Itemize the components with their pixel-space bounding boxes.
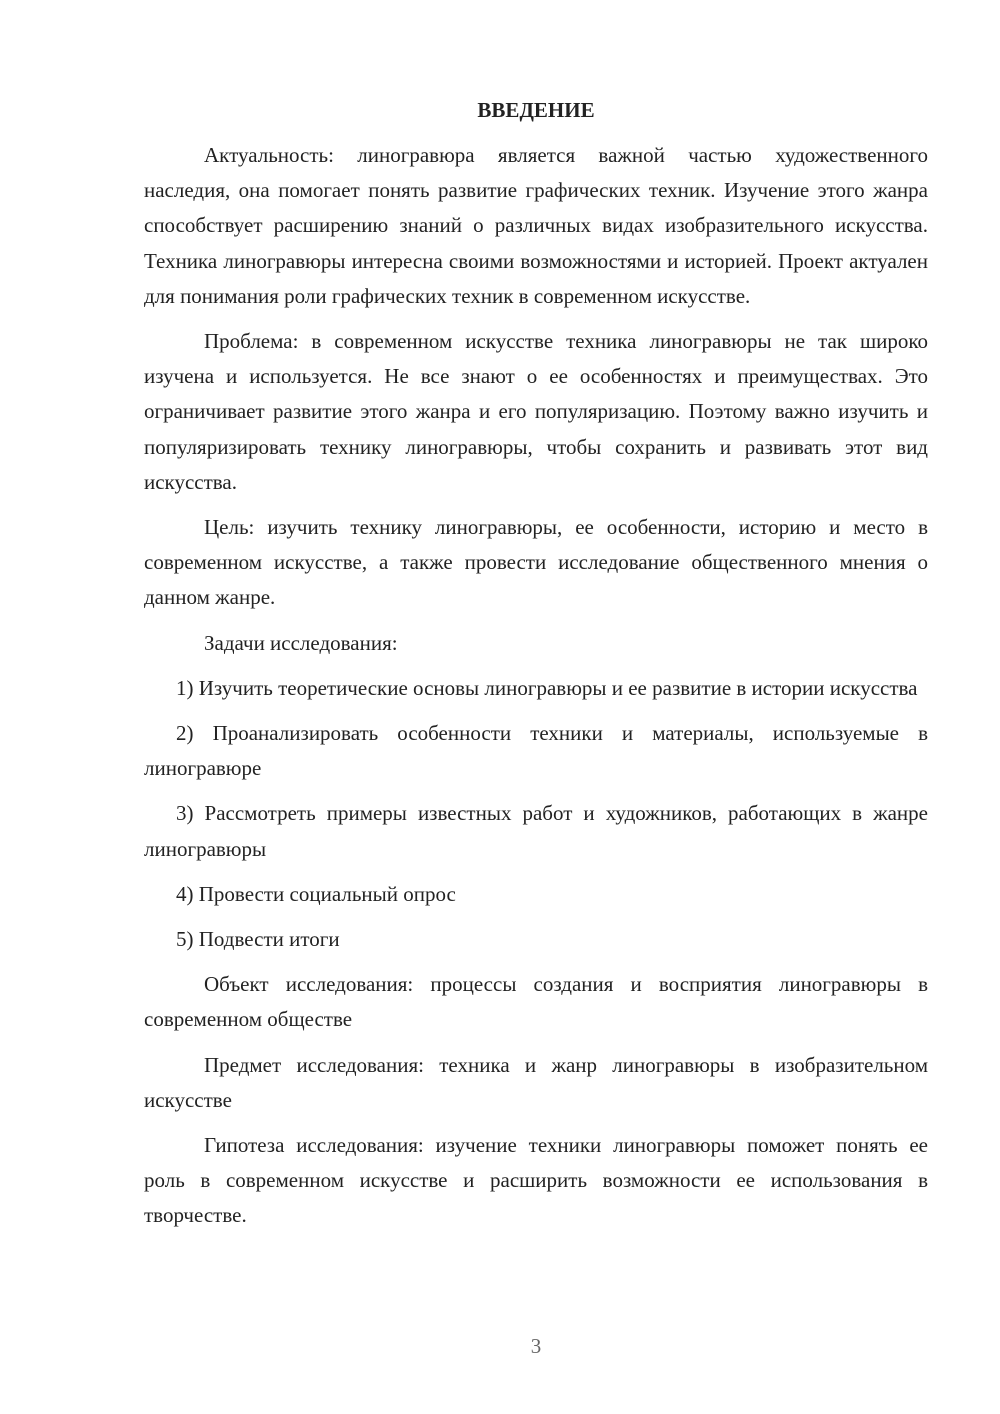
paragraph-subject: Предмет исследования: техника и жанр линогравюры в изобразительном искусстве bbox=[144, 1052, 928, 1112]
page-title: ВВЕДЕНИЕ bbox=[477, 98, 595, 122]
task-item-2: 2) Проанализировать особенности техники и материалы, используемые в линогравюре bbox=[144, 721, 928, 781]
paragraph-problem: Проблема: в современном искусстве техника линогравюры не так широко изучена и используется. Не все знают о ее особенностях и преимуществах. Это ограничивает развитие этого жанра и его популяризацию. Поэтому важно изучить и популяризировать технику линогравюры, чтобы сохранить и развивать этот вид искусства. bbox=[144, 329, 928, 494]
paragraph-hypothesis: Гипотеза исследования: изучение техники линогравюры поможет понять ее роль в современном искусстве и расширить возможности ее использования в творчестве. bbox=[144, 1133, 928, 1228]
paragraph-object: Объект исследования: процессы создания и восприятия линогравюры в современном обществе bbox=[144, 972, 928, 1032]
task-item-5: 5) Подвести итоги bbox=[176, 927, 340, 952]
page-number: 3 bbox=[530, 1334, 542, 1358]
tasks-heading: Задачи исследования: bbox=[204, 630, 398, 655]
task-item-1: 1) Изучить теоретические основы линогравюры и ее развитие в истории искусства bbox=[176, 675, 918, 700]
paragraph-goal: Цель: изучить технику линогравюры, ее особенности, историю и место в современном искусстве, а также провести исследование общественного мнения о данном жанре. bbox=[144, 515, 928, 610]
task-item-4: 4) Провести социальный опрос bbox=[176, 881, 456, 906]
task-item-3: 3) Рассмотреть примеры известных работ и художников, работающих в жанре линогравюры bbox=[144, 801, 928, 861]
paragraph-relevance: Актуальность: линогравюра является важной частью художественного наследия, она помогает понять развитие графических техник. Изучение этого жанра способствует расширению знаний о различных видах изобразительного искусства. Техника линогравюры интересна своими возможностями и историей. Проект актуален для понимания роли графических техник в современном искусстве. bbox=[144, 143, 928, 308]
document-page bbox=[144, 96, 928, 1244]
